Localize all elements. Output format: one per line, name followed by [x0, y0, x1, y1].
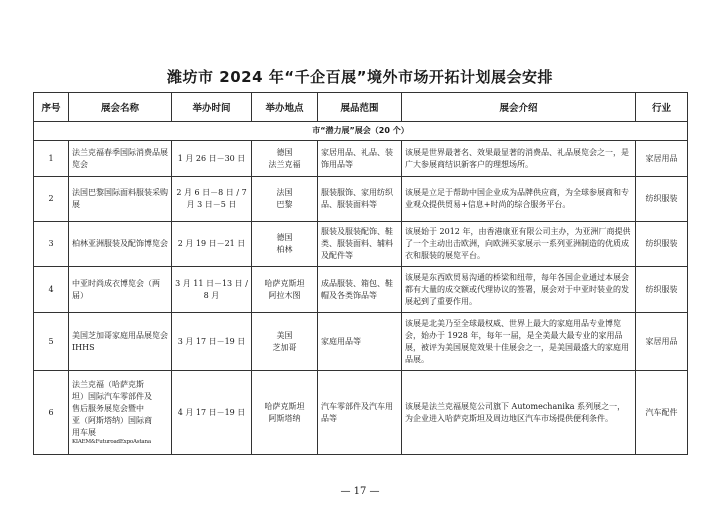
row-scope: 家居用品、礼品、装饰用品等: [318, 141, 402, 177]
row-industry: 纺织服装: [636, 177, 688, 222]
row-place-line1: 德国: [276, 233, 293, 242]
row-intro: 该展始于 2012 年，由香港康亚有限公司主办，为亚洲厂商提供了一个主动出击欧洲，向欧洲买家展示一系列亚洲制造的优质成衣和服装的展览平台。: [402, 222, 636, 267]
exhibition-schedule-table: [33, 92, 688, 455]
row-no: 2: [34, 177, 69, 222]
header-scope: 展品范围: [318, 93, 402, 122]
row-name: 法兰克福春季国际消费品展览会: [69, 141, 172, 177]
row-time: 3 月 17 日－19 日: [172, 313, 252, 371]
header-industry: 行业: [636, 93, 688, 122]
row-place: [252, 267, 318, 313]
header-intro: 展会介绍: [402, 93, 636, 122]
table-row: [34, 222, 688, 267]
row-intro: 该展是北美乃至全球最权威、世界上最大的家庭用品专业博览会，始办于 1928 年，每年一届，是全美最大最专业的家用品展，被评为美国展览效果十佳展会之一，是美国最盛大的家庭用品展。: [402, 313, 636, 371]
row-industry: 纺织服装: [636, 267, 688, 313]
page-number: — 17 —: [340, 486, 380, 497]
row-industry: 家居用品: [636, 141, 688, 177]
row-scope: 家庭用品等: [318, 313, 402, 371]
row-name: 柏林亚洲服装及配饰博览会: [69, 222, 172, 267]
row-industry: 家居用品: [636, 313, 688, 371]
row-time: 4 月 17 日－19 日: [172, 371, 252, 455]
table-header-row: [34, 93, 688, 122]
row-time: 1 月 26 日－30 日: [172, 141, 252, 177]
row-no: 1: [34, 141, 69, 177]
row-place-line1: 德国: [276, 147, 293, 157]
row-time: 3 月 11 日－13 日 / 8 月: [172, 267, 252, 313]
header-time: 举办时间: [172, 93, 252, 122]
row-name-line5: 用车展: [72, 428, 96, 437]
header-name: 展会名称: [69, 93, 172, 122]
row-place-line2: 巴黎: [276, 200, 293, 209]
row-place-line1: 美国: [276, 330, 293, 340]
row-intro: 该展是法兰克福展览公司旗下 Automechanika 系列展之一，为企业进入哈萨克斯坦及周边地区汽车市场提供便利条件。: [402, 371, 636, 455]
row-intro: 该展是东西欧贸易沟通的桥梁和纽带，每年各国企业通过本展会都有大量的成交额或代理协议的签署，展会对于中亚时装业的发展起到了重要作用。: [402, 267, 636, 313]
table-row: [34, 141, 688, 177]
table-row: [34, 177, 688, 222]
row-no: 4: [34, 267, 69, 313]
row-name: 中亚时尚成衣博览会（两届）: [69, 267, 172, 313]
row-name: [69, 371, 172, 455]
row-place: [252, 222, 318, 267]
row-place: [252, 141, 318, 177]
row-place: [252, 177, 318, 222]
row-place-line1: 哈萨克斯坦: [264, 278, 305, 288]
table-row: [34, 313, 688, 371]
row-place-line1: 哈萨克斯坦: [264, 401, 305, 411]
row-place: [252, 313, 318, 371]
row-scope: 成品服装、箱包、鞋帽及各类饰品等: [318, 267, 402, 313]
row-scope: 汽车零部件及汽车用品等: [318, 371, 402, 455]
row-scope: 服装服饰、家用纺织品、服装面料等: [318, 177, 402, 222]
row-name-line2: 坦）国际汽车零部件及: [72, 392, 152, 401]
table-row: [34, 371, 688, 455]
section-title: 市“潜力展”展会（20 个）: [34, 122, 688, 141]
table-row: [34, 267, 688, 313]
row-no: 5: [34, 313, 69, 371]
row-name: 美国芝加哥家庭用品展览会 IHHS: [69, 313, 172, 371]
row-name-line3: 售后服务展览会暨中: [72, 404, 144, 413]
row-name-line4: 亚（阿斯塔纳）国际商: [72, 416, 152, 425]
row-place-line2: 柏林: [276, 245, 293, 254]
row-place-line1: 法国: [276, 188, 293, 197]
row-intro: 该展是立足于帮助中国企业成为品牌供应商，为全球参展商和专业观众提供贸易+信息+时尚的综合服务平台。: [402, 177, 636, 222]
row-name: 法国巴黎国际面料服装采购展: [69, 177, 172, 222]
row-scope: 服装及服装配饰、鞋类、服装面料、辅料及配件等: [318, 222, 402, 267]
header-no: 序号: [34, 93, 69, 122]
row-no: 3: [34, 222, 69, 267]
row-no: 6: [34, 371, 69, 455]
row-place-line2: 法兰克福: [268, 159, 301, 169]
row-industry: 纺织服装: [636, 222, 688, 267]
row-industry: 汽车配件: [636, 371, 688, 455]
row-place: [252, 371, 318, 455]
row-name-line6: KIAEM&FuturoadExpoAstana: [72, 439, 151, 445]
row-place-line2: 芝加哥: [272, 342, 297, 352]
row-intro: 该展是世界最著名、效果最显著的消费品、礼品展览会之一，是广大参展商结识新客户的理想场所。: [402, 141, 636, 177]
section-row: [34, 122, 688, 141]
document-title: 潍坊市 2024 年“千企百展”境外市场开拓计划展会安排: [167, 68, 553, 86]
row-time: 2 月 6 日－8 日 / 7 月 3 日－5 日: [172, 177, 252, 222]
row-place-line2: 阿斯塔纳: [268, 413, 301, 423]
row-name-line1: 法兰克福（哈萨克斯: [72, 380, 144, 389]
row-time: 2 月 19 日－21 日: [172, 222, 252, 267]
row-place-line2: 阿拉木图: [268, 290, 301, 300]
header-place: 举办地点: [252, 93, 318, 122]
